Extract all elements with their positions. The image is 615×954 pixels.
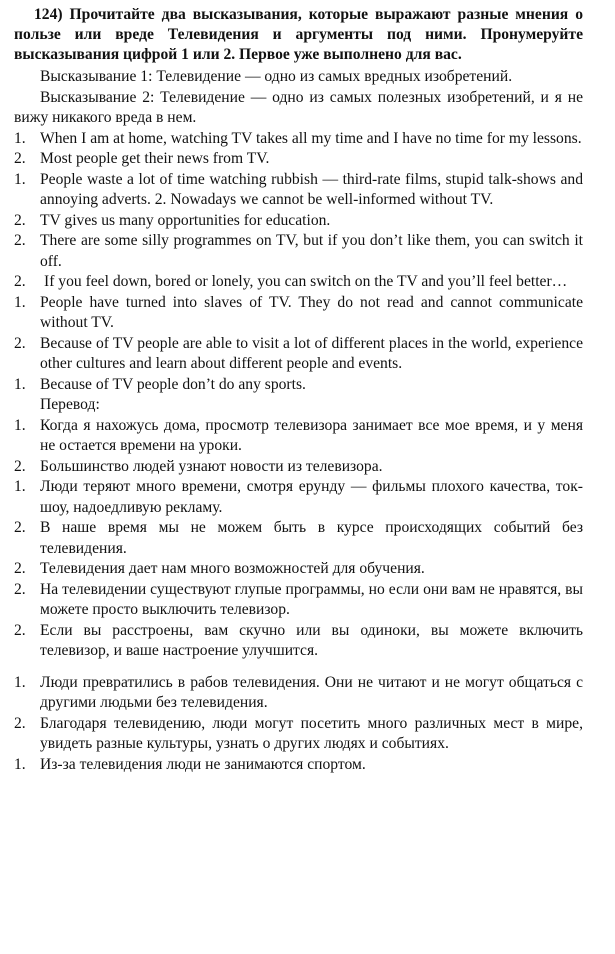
list-item <box>14 272 583 293</box>
item-number: 1. <box>14 755 26 773</box>
item-number: 2. <box>14 334 26 352</box>
spacer <box>14 662 583 673</box>
item-number: 2. <box>14 560 26 577</box>
item-text: If you feel down, bored or lonely, you can switch on the TV and you’ll feel better… <box>44 273 568 290</box>
item-number: 1. <box>14 673 26 691</box>
list-item <box>14 293 583 334</box>
list-item <box>14 129 583 150</box>
item-number: 1. <box>14 478 26 495</box>
item-number: 2. <box>14 457 26 475</box>
item-number: 2. <box>14 232 26 249</box>
list-item <box>14 334 583 375</box>
item-text: Most people get their news from TV. <box>40 150 270 167</box>
list-item <box>14 714 583 755</box>
list-item <box>14 559 583 580</box>
item-number: 2. <box>14 714 26 732</box>
list-item <box>14 211 583 232</box>
item-text: В наше время мы не можем быть в курсе происходящих событий без телевидения. <box>40 519 583 557</box>
list-item <box>14 518 583 559</box>
item-text: Because of TV people don’t do any sports. <box>40 375 306 393</box>
task-number: 124) <box>34 6 63 23</box>
item-number: 2. <box>14 150 26 167</box>
item-text: Из-за телевидения люди не занимаются спортом. <box>40 755 366 773</box>
statement-1: Высказывание 1: Телевидение — одно из самых вредных изобретений. <box>40 68 513 85</box>
item-text: Because of TV people are able to visit a lot of different places in the world, experience other cultures and learn about different people and events. <box>40 334 583 372</box>
item-number: 2. <box>14 273 26 290</box>
list-item <box>14 673 583 714</box>
item-number: 2. <box>14 580 26 598</box>
list-item <box>14 580 583 621</box>
item-text: When I am at home, watching TV takes all my time and I have no time for my lessons. <box>40 129 582 147</box>
list-item <box>14 416 583 457</box>
list-item <box>14 375 583 396</box>
list-item <box>14 457 583 478</box>
list-item <box>14 621 583 662</box>
task-instructions: Прочитайте два высказывания, которые выражают разные мнения о пользе или вреде Телевидения и аргументы под ними. Пронумеруйте высказывания цифрой 1 или 2. Первое уже выполнено для вас. <box>14 6 583 63</box>
item-number: 2. <box>14 211 26 229</box>
english-arguments-list <box>14 129 583 396</box>
item-number: 1. <box>14 129 26 147</box>
russian-translation-list <box>14 416 583 662</box>
item-text: Телевидения дает нам много возможностей для обучения. <box>40 560 425 577</box>
list-item <box>14 755 583 776</box>
translation-label: Перевод: <box>40 396 100 413</box>
list-item <box>14 231 583 272</box>
item-text: There are some silly programmes on TV, but if you don’t like them, you can switch it off. <box>40 232 583 270</box>
item-text: Люди превратились в рабов телевидения. Они не читают и не могут общаться с другими людьми без телевидения. <box>40 673 583 711</box>
russian-translation-list-continued <box>14 673 583 776</box>
item-number: 2. <box>14 519 26 536</box>
list-item <box>14 170 583 211</box>
item-text: Благодаря телевидению, люди могут посетить много различных мест в мире, увидеть разные культуры, узнать о других людях и событиях. <box>40 714 583 752</box>
item-text: TV gives us many opportunities for education. <box>40 211 331 229</box>
item-text: People waste a lot of time watching rubbish — third-rate films, stupid talk-shows and annoying adverts. 2. Nowadays we cannot be well-informed without TV. <box>40 170 583 208</box>
item-number: 1. <box>14 416 26 434</box>
list-item <box>14 477 583 518</box>
statement-2: Высказывание 2: Телевидение — одно из самых полезных изобретений, и я не вижу никакого вреда в нем. <box>14 88 583 126</box>
item-text: Если вы расстроены, вам скучно или вы одиноки, вы можете включить телевизор, и ваше настроение улучшится. <box>40 621 583 659</box>
list-item <box>14 149 583 170</box>
item-number: 2. <box>14 621 26 639</box>
item-text: На телевидении существуют глупые программы, но если они вам не нравятся, вы можете просто выключить телевизор. <box>40 580 583 618</box>
item-text: Когда я нахожусь дома, просмотр телевизора занимает все мое время, и у меня не остается времени на уроки. <box>40 416 583 454</box>
task-heading <box>14 5 583 65</box>
item-number: 1. <box>14 375 26 393</box>
item-number: 1. <box>14 170 26 188</box>
item-number: 1. <box>14 293 26 311</box>
item-text: Большинство людей узнают новости из телевизора. <box>40 457 383 475</box>
item-text: People have turned into slaves of TV. They do not read and cannot communicate without TV. <box>40 293 583 331</box>
item-text: Люди теряют много времени, смотря ерунду — фильмы плохого качества, ток-шоу, надоедливую рекламу. <box>40 478 583 516</box>
